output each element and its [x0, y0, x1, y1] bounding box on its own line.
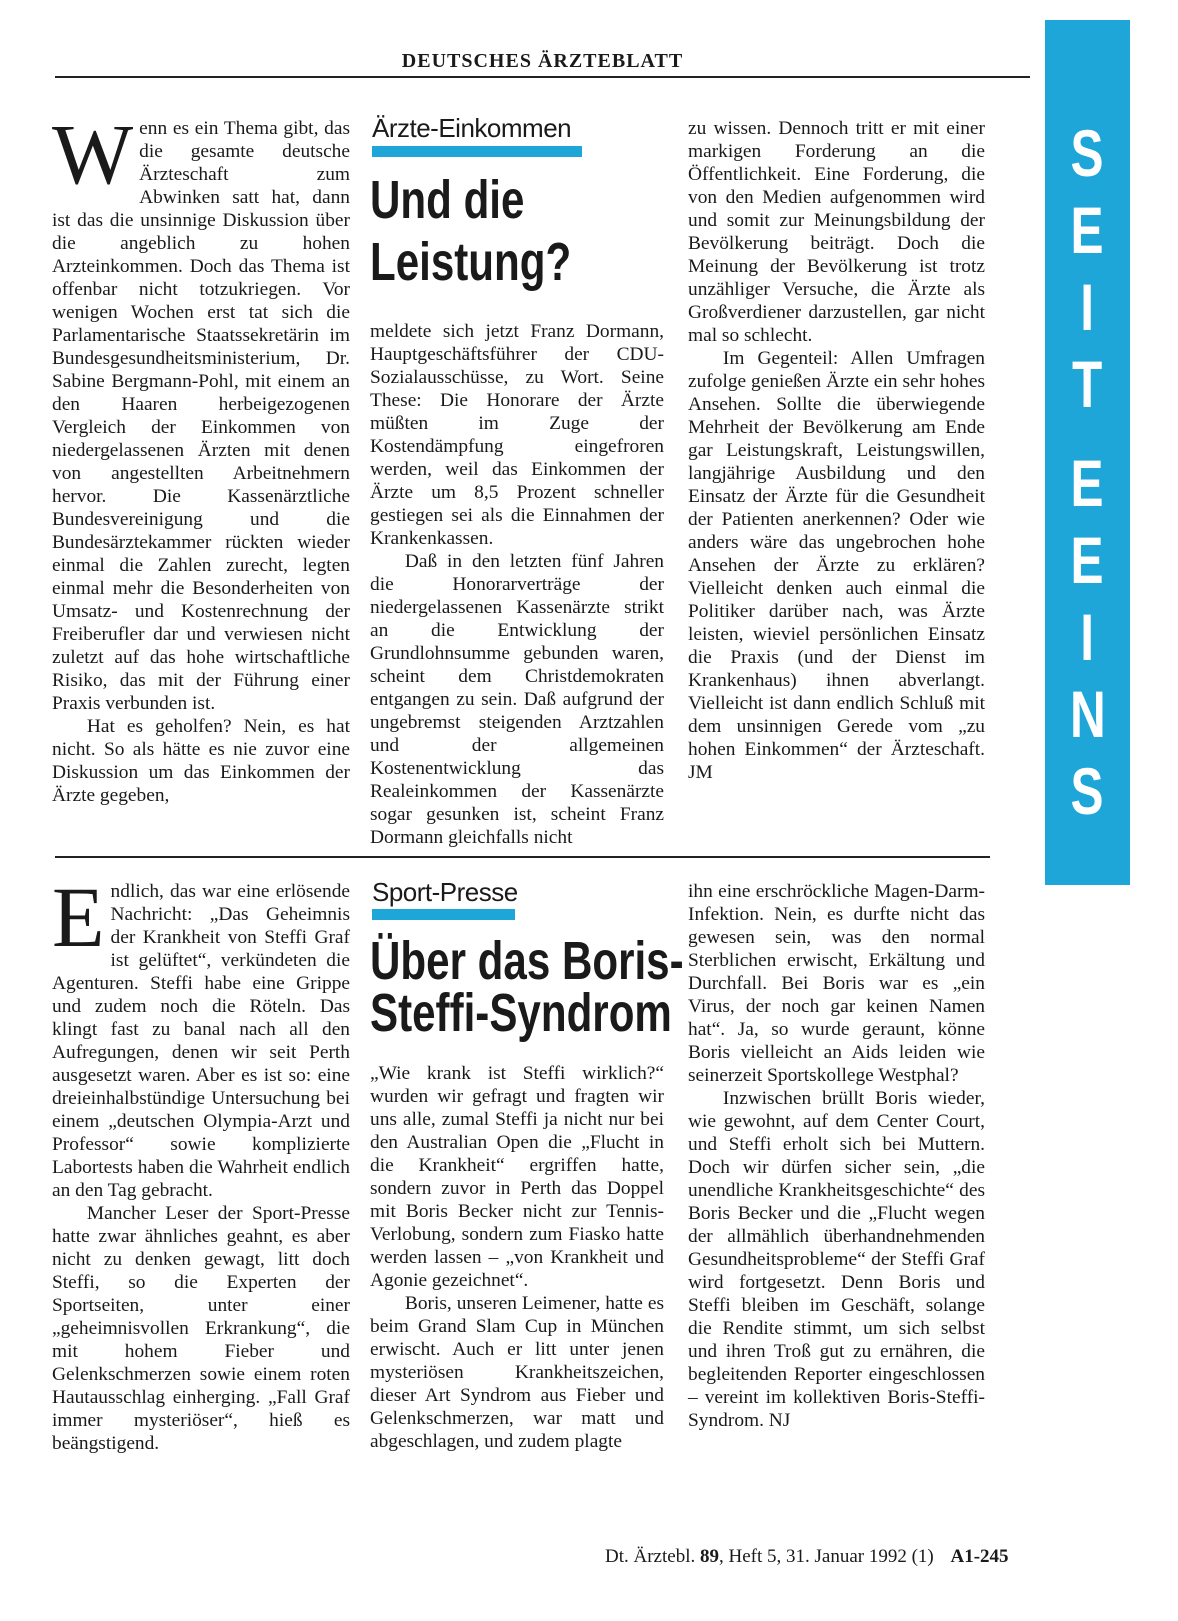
- article2-paragraph: ihn eine erschröckliche Magen-Darm-Infektion. Nein, es durfte nicht das gewesen sein, was den normal Sterblichen erwischt, Erkältung und Durchfall. Bei Boris war es „ein Virus, der noch gar keinen Namen hat“. Ja, so wurde geraunt, könne Boris vielleicht an Aids leiden wie seinerzeit Sportskollege Westphal?: [688, 881, 985, 1086]
- article2-column2: [370, 1062, 664, 1453]
- article2-headline-line2: Steffi-Syndrom: [370, 983, 672, 1043]
- page-number: A1-245: [950, 1546, 1009, 1567]
- article1-paragraph: Im Gegenteil: Allen Umfragen zufolge genießen Ärzte ein sehr hohes Ansehen. Sollte die überwiegende Mehrheit der Bevölkerung am Ende gar Leistungskraft, Leistungswillen, langjährige Ausbildung und den Einsatz der Ärzte für die Gesundheit der Patienten anerkennen? Oder wie anders wäre das ungebrochen hohe Ansehen der Ärzte zu erklären? Vielleicht denken auch einmal die Politiker darüber nach, was Ärzte leisten, wieviel persönlichen Einsatz die Praxis (und der Dienst im Krankenhaus) ihnen abverlangt. Vielleicht ist dann endlich Schluß mit dem unsinnigen Gerede vom „zu hohen Einkommen“ der Ärzteschaft. JM: [688, 348, 985, 783]
- drop-cap: W: [52, 106, 134, 202]
- article2-paragraph: „Wie krank ist Steffi wirklich?“ wurden wir gefragt und fragten wir uns alle, zumal Steffi ja nicht nur bei den Australian Open die „Flucht in die Krankheit“ ergriffen hatte, sondern zuvor in Perth das Doppel mit Boris Becker nicht zur Tennis-Verlobung, sondern zum Fiasko hatte werden lassen – „von Krankheit und Agonie gezeichnet“.: [370, 1063, 664, 1291]
- article1-column1: [52, 106, 350, 807]
- article2-text: ndlich, das war eine erlösende Nachricht: „Das Geheimnis der Krankheit von Steffi Graf ist gelüftet“, verkündeten die Agenturen. Steffi habe eine Grippe und zudem noch die Röteln. Das klingt fast zu banal nach all den Aufregungen, denen wir seit Perth ausgesetzt waren. Aber es ist so: eine dreieinhalbstündige Untersuchung bei einem „deutschen Olympia-Arzt und Professor“ sowie komplizierte Labortests haben die Wahrheit endlich an den Tag gebracht.: [52, 881, 350, 1201]
- article2-paragraph: Mancher Leser der Sport-Presse hatte zwar ähnliches geahnt, es aber nicht zu denken gewagt, litt doch Steffi, so die Experten der Sportseiten, unter einer „geheimnisvollen Erkrankung“, die mit hohem Fieber und Gelenkschmerzen sowie einem roten Hautausschlag einherging. „Fall Graf immer mysteriöser“, hieß es beängstigend.: [52, 1203, 350, 1454]
- sidebar-letter: I: [1080, 600, 1095, 674]
- article2-paragraph: [52, 869, 350, 1202]
- article1-text: enn es ein Thema gibt, das die gesamte deutsche Ärzteschaft zum Abwinken satt hat, dann ist das die unsinnige Diskussion über die angeblich zu hohen Arzteinkommen. Doch das Thema ist offenbar nicht totzukriegen. Vor wenigen Wochen erst tat sich die Parlamentarische Staatssekretärin im Bundesgesundheitsministerium, Dr. Sabine Bergmann-Pohl, mit einem an den Haaren herbeigezogenen Vergleich der Einkommen von niedergelassenen Ärzten mit denen von angestellten Arbeitnehmern hervor. Die Kassenärztliche Bundesvereinigung und die Bundesärztekammer rückten wieder einmal die Zahlen zurecht, legten einmal mehr die Besonderheiten von Umsatz- und Kostenrechnung der Freiberufler dar und verwiesen nicht zuletzt auf das hohe wirtschaftliche Risiko, das mit der Führung einer Praxis verbunden ist.: [52, 118, 350, 714]
- kicker-bar: [372, 146, 582, 157]
- article2-kicker: Sport-Presse: [372, 877, 518, 907]
- article2-paragraph: Inzwischen brüllt Boris wieder, wie gewohnt, auf dem Center Court, und Steffi erholt sich bei Muttern. Doch wir dürfen sicher sein, „die unendliche Krankheitsgeschichte“ des Boris Becker und die „Flucht wegen der allmählich überhandnehmenden Gesundheitsprobleme“ der Steffi Graf wird fortgesetzt. Denn Boris und Steffi bleiben im Geschäft, solange die Rendite stimmt, um sich selbst und ihren Troß gut zu ernähren, die begleitenden Reporter eingeschlossen – vereint im kollektiven Boris-Steffi-Syndrom. NJ: [688, 1088, 985, 1431]
- article1-column2: [370, 320, 664, 849]
- journal-name: Dt. Ärztebl.: [605, 1546, 696, 1567]
- article2-headline-line1: Über das Boris-: [370, 931, 684, 991]
- kicker-bar: [372, 909, 515, 920]
- article2-column3: [688, 880, 985, 1432]
- sidebar-letter: T: [1072, 347, 1103, 421]
- sidebar-letter: S: [1070, 754, 1105, 828]
- article1-paragraph: meldete sich jetzt Franz Dormann, Hauptgeschäftsführer der CDU-Sozialausschüsse, zu Wort. Seine These: Die Honorare der Ärzte müßten im Zuge der Kostendämpfung eingefroren werden, weil das Einkommen der Ärzte um 8,5 Prozent schneller gestiegen sei als die Einnahmen der Krankenkassen.: [370, 321, 664, 549]
- sidebar-letter: I: [1080, 270, 1095, 344]
- issue-date: , Heft 5, 31. Januar 1992 (1): [718, 1546, 934, 1567]
- article2-column1: [52, 869, 350, 1455]
- article1-column3: [688, 117, 985, 784]
- article1-headline-line2: Leistung?: [370, 232, 572, 292]
- masthead: DEUTSCHES ÄRZTEBLATT: [401, 50, 684, 72]
- section-divider: [55, 856, 990, 858]
- top-rule: [55, 76, 1030, 78]
- sidebar-letter: S: [1070, 116, 1105, 190]
- sidebar-letter: N: [1069, 677, 1106, 751]
- page-footer: [605, 1546, 1009, 1568]
- sidebar-letter: E: [1070, 446, 1105, 520]
- article1-paragraph: Daß in den letzten fünf Jahren die Honorarverträge der niedergelassenen Kassenärzte strikt an die Entwicklung der Grundlohnsumme gebunden waren, scheint dem Christdemokraten entgangen zu sein. Daß aufgrund der ungebremst steigenden Arztzahlen und der allgemeinen Kostenentwicklung das Realeinkommen der Kassenärzte sogar gesunken ist, scheint Franz Dormann gleichfalls nicht: [370, 551, 664, 848]
- article1-headline-line1: Und die: [370, 170, 525, 230]
- volume-number: 89: [699, 1546, 719, 1567]
- drop-cap: E: [52, 869, 105, 965]
- seite-eins-sidebar: [1045, 20, 1130, 885]
- article1-kicker: Ärzte-Einkommen: [372, 113, 572, 143]
- sidebar-letter: E: [1070, 523, 1105, 597]
- sidebar-letter: E: [1070, 193, 1105, 267]
- article1-paragraph: [52, 106, 350, 715]
- article2-paragraph: Boris, unseren Leimener, hatte es beim Grand Slam Cup in München erwischt. Auch er litt unter jenen mysteriösen Krankheitszeichen, dieser Art Syndrom aus Fieber und Gelenkschmerzen, war matt und abgeschlagen, und zudem plagte: [370, 1293, 664, 1452]
- article1-paragraph: Hat es geholfen? Nein, es hat nicht. So als hätte es nie zuvor eine Diskussion um das Einkommen der Ärzte gegeben,: [52, 716, 350, 806]
- article1-paragraph: zu wissen. Dennoch tritt er mit einer markigen Forderung an die Öffentlichkeit. Eine Forderung, die von den Medien aufgenommen wird und somit zur Meinungsbildung der Bevölkerung beiträgt. Doch die Meinung der Bevölkerung ist trotz unzähliger Versuche, die Ärzte als Großverdiener darzustellen, gar nicht mal so schlecht.: [688, 118, 985, 346]
